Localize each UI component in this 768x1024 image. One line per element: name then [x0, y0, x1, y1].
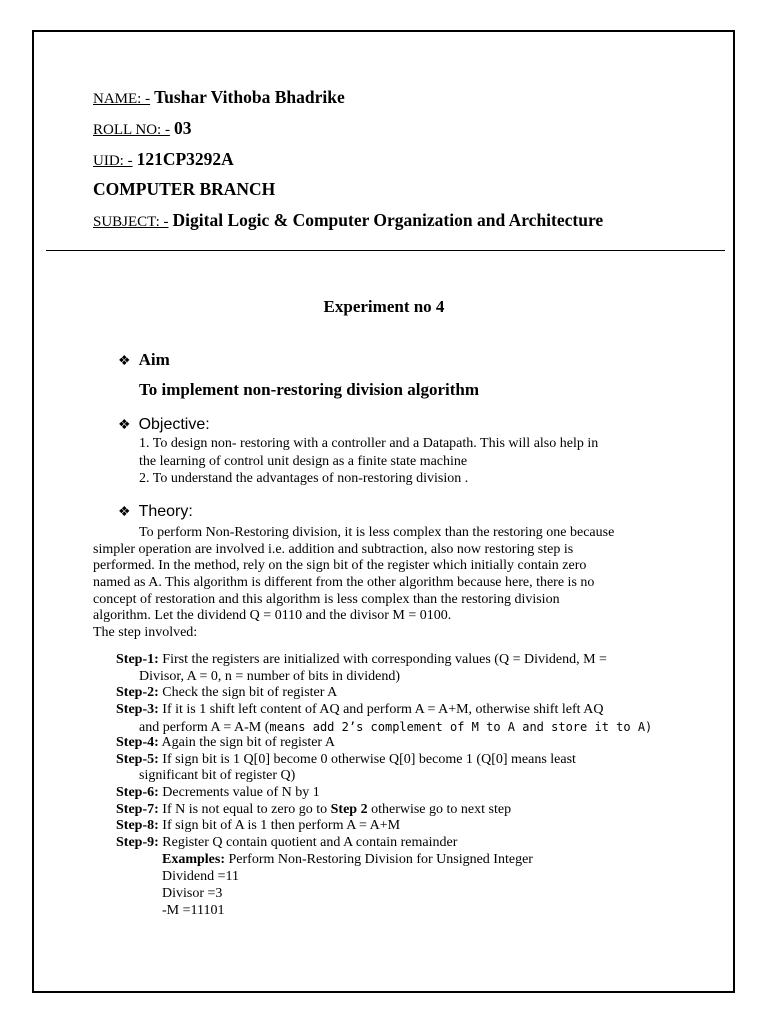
examples-label: Examples: [162, 852, 225, 867]
step-text: otherwise go to next step [371, 802, 512, 817]
uid-value: 121CP3292A [136, 149, 234, 169]
step-text-mono: means add 2’s complement of M to A and store it to A) [269, 720, 653, 734]
uid-label: UID: - [93, 153, 133, 169]
name-value: Tushar Vithoba Bhadrike [154, 87, 345, 107]
step-7 [116, 802, 511, 819]
step-text: First the registers are initialized with corresponding values (Q = Dividend, M = [162, 652, 607, 667]
step-text: Decrements value of N by 1 [162, 785, 320, 800]
step-3 [116, 702, 603, 719]
objective-heading: Objective: [138, 416, 210, 433]
theory-line: simpler operation are involved i.e. addition and subtraction, also now restoring step is [93, 542, 574, 557]
aim-text: To implement non-restoring division algorithm [139, 380, 480, 399]
theory-line: named as A. This algorithm is different from the other algorithm because here, there is no [93, 575, 595, 590]
examples-row [162, 852, 533, 869]
theory-line: concept of restoration and this algorithm is less complex than the restoring division [93, 592, 560, 607]
step-1 [116, 652, 607, 669]
theory-heading-row [118, 503, 193, 521]
theory-line: The step involved: [93, 625, 198, 640]
objective-line: 1. To design non- restoring with a controller and a Datapath. This will also help in [139, 436, 599, 451]
theory-line: algorithm. Let the dividend Q = 0110 and the divisor M = 0100. [93, 608, 452, 623]
step-ref: Step 2 [330, 802, 368, 817]
example-dividend: Dividend =11 [162, 869, 239, 884]
step-label: Step-4: [116, 735, 159, 750]
aim-heading-row [118, 350, 170, 370]
header-divider [46, 250, 725, 251]
name-label: NAME: - [93, 91, 151, 107]
step-label: Step-2: [116, 685, 159, 700]
step-text: Check the sign bit of register A [162, 685, 338, 700]
step-5 [116, 752, 576, 769]
theory-line: performed. In the method, rely on the sign bit of the register which initially contain zero [93, 558, 587, 573]
step-text: Again the sign bit of register A [161, 735, 335, 750]
step-9 [116, 835, 457, 852]
diamond-bullet-icon: ❖ [118, 505, 131, 520]
step-5-cont: significant bit of register Q) [139, 768, 296, 783]
step-text: If sign bit of A is 1 then perform A = A+M [162, 818, 401, 833]
name-row [93, 87, 345, 108]
step-label: Step-6: [116, 785, 159, 800]
step-1-cont: Divisor, A = 0, n = number of bits in dividend) [139, 669, 400, 684]
diamond-bullet-icon: ❖ [118, 354, 131, 369]
objective-heading-row [118, 416, 210, 434]
aim-heading: Aim [138, 350, 170, 369]
diamond-bullet-icon: ❖ [118, 418, 131, 433]
branch-text: COMPUTER BRANCH [93, 179, 276, 199]
objective-line: 2. To understand the advantages of non-restoring division . [139, 471, 469, 486]
uid-row [93, 149, 234, 170]
step-8 [116, 818, 400, 835]
objective-line: the learning of control unit design as a finite state machine [139, 454, 468, 469]
step-text: If sign bit is 1 Q[0] become 0 otherwise Q[0] become 1 (Q[0] means least [162, 752, 576, 767]
theory-heading: Theory: [138, 503, 193, 520]
step-6 [116, 785, 320, 802]
examples-text: Perform Non-Restoring Division for Unsigned Integer [228, 852, 533, 867]
example-neg-m: -M =11101 [162, 903, 225, 918]
roll-value: 03 [173, 118, 192, 138]
step-label: Step-1: [116, 652, 159, 667]
step-3-cont [139, 719, 652, 737]
subject-value: Digital Logic & Computer Organization and Architecture [172, 210, 604, 230]
step-2 [116, 685, 337, 702]
roll-label: ROLL NO: - [93, 122, 170, 138]
step-text: Register Q contain quotient and A contain remainder [162, 835, 458, 850]
step-text: If N is not equal to zero go to [162, 802, 328, 817]
step-text: If it is 1 shift left content of AQ and perform A = A+M, otherwise shift left AQ [162, 702, 604, 717]
step-text: and perform A = A-M ( [139, 720, 270, 735]
step-label: Step-3: [116, 702, 159, 717]
step-label: Step-8: [116, 818, 159, 833]
roll-row [93, 118, 191, 139]
theory-line: To perform Non-Restoring division, it is less complex than the restoring one because [139, 525, 615, 540]
step-4 [116, 735, 335, 752]
example-divisor: Divisor =3 [162, 886, 223, 901]
step-label: Step-7: [116, 802, 159, 817]
experiment-title: Experiment no 4 [323, 297, 445, 316]
subject-row [93, 210, 603, 231]
subject-label: SUBJECT: - [93, 214, 169, 230]
step-label: Step-9: [116, 835, 159, 850]
step-label: Step-5: [116, 752, 159, 767]
